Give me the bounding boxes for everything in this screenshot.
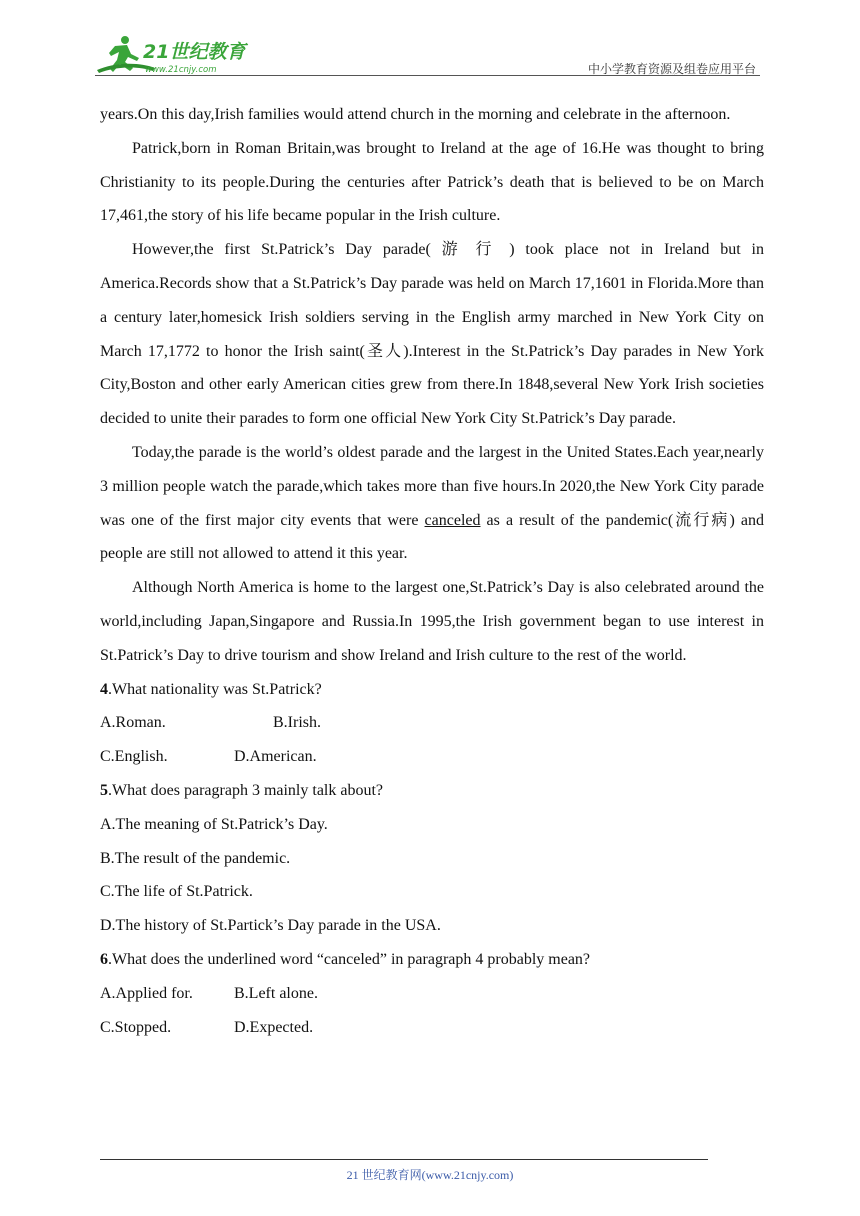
option-a[interactable]: A.The meaning of St.Patrick’s Day.	[100, 815, 328, 833]
logo-text: 21世纪教育	[143, 41, 246, 63]
passage-paragraph-3: However,the first St.Patrick’s Day parade( 游 行 ) took place not in Ireland but in America.Records show that a St.Patrick’s Day parade was held on March 17,1601 in Florida.More than a century later,homesick Irish soldiers serving in the English army marched in New York City on March 17,1772 to honor the Irish saint(圣人).Interest in the St.Patrick’s Day parades in New York City,Boston and other early American cities grew from there.In 1848,several New York Irish societies decided to unite their parades to form one official New York City St.Patrick’s Day parade.	[100, 241, 764, 428]
option-d[interactable]: D.American.	[234, 748, 317, 766]
passage-paragraph-2: Patrick,born in Roman Britain,was brought to Ireland at the age of 16.He was thought to bring Christianity to its people.During the centuries after Patrick’s death that is believed to be on March 17,461,the story of his life became popular in the Irish culture.	[100, 139, 764, 225]
platform-name: 中小学教育资源及组卷应用平台	[587, 62, 756, 76]
option-d[interactable]: D.Expected.	[234, 1018, 314, 1036]
option-b[interactable]: B.Irish.	[273, 714, 321, 732]
question-text: .What does paragraph 3 mainly talk about?	[108, 781, 384, 799]
header-divider	[95, 75, 760, 76]
question-number: 4	[100, 680, 108, 698]
option-b[interactable]: B.The result of the pandemic.	[100, 849, 291, 867]
passage-paragraph-5: Although North America is home to the largest one,St.Patrick’s Day is also celebrated around the world,including Japan,Singapore and Russia.In 1995,the Irish government began to use interest in St.Patrick’s Day to drive tourism and show Ireland and Irish culture to the rest of the world.	[100, 579, 764, 664]
question-number: 5	[100, 781, 108, 799]
options-row	[100, 706, 764, 740]
underlined-word: canceled	[424, 511, 481, 529]
question-5	[100, 774, 764, 808]
passage-paragraph-1: years.On this day,Irish families would attend church in the morning and celebrate in the afternoon.	[100, 106, 731, 123]
option-a[interactable]: A.Applied for.	[100, 984, 193, 1002]
options-row	[100, 740, 764, 774]
page-header	[95, 32, 760, 78]
option-d[interactable]: D.The history of St.Partick’s Day parade in the USA.	[100, 917, 441, 935]
option-b[interactable]: B.Left alone.	[234, 984, 318, 1002]
option-c[interactable]: C.Stopped.	[100, 1018, 172, 1036]
page-footer[interactable]: 21 世纪教育网(www.21cnjy.com)	[346, 1168, 514, 1182]
question-4	[100, 673, 764, 707]
site-logo	[95, 32, 265, 76]
question-6	[100, 943, 764, 977]
question-text: .What nationality was St.Patrick?	[108, 680, 322, 698]
passage-paragraph-4	[100, 436, 764, 571]
footer-divider	[100, 1159, 708, 1160]
logo-url: www.21cnjy.com	[145, 65, 217, 75]
option-c[interactable]: C.English.	[100, 748, 168, 766]
question-text: .What does the underlined word “canceled” in paragraph 4 probably mean?	[108, 950, 591, 968]
paragraph-4-text-a: Today,the parade is the world’s oldest parade and the largest in the United States.Each year,nearly 3 million people watch the parade,which takes more than five hours.In 2020,the New York City parade was one of the first major city events that were	[100, 443, 764, 529]
option-a[interactable]: A.Roman.	[100, 714, 166, 732]
options-row	[100, 1011, 764, 1045]
option-c[interactable]: C.The life of St.Patrick.	[100, 883, 253, 901]
options-row	[100, 977, 764, 1011]
document-body	[100, 98, 764, 1044]
paragraph-4-text-b: as a result of the pandemic(流行病) and people are still not allowed to attend it this year.	[100, 511, 764, 563]
question-number: 6	[100, 950, 108, 968]
